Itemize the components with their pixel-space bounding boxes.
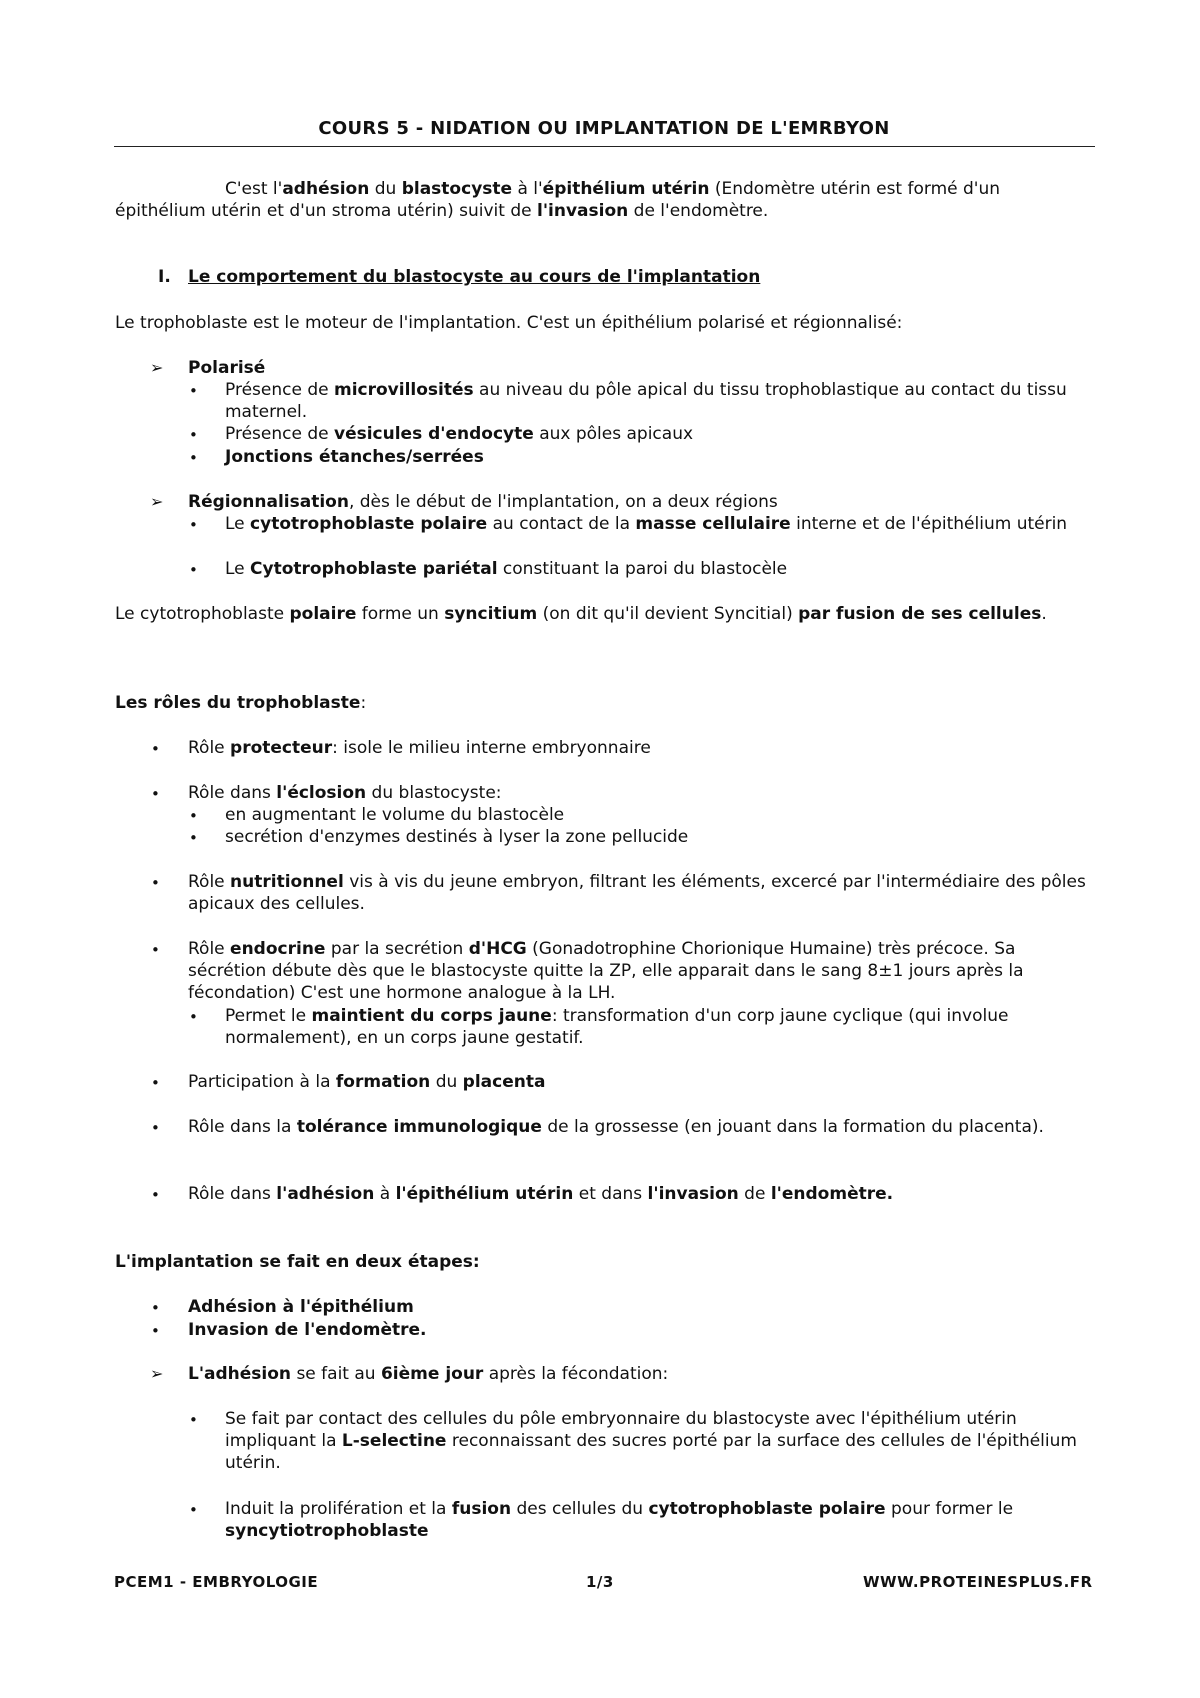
text: Participation à la bbox=[188, 1072, 336, 1092]
bold-text: nutritionnel bbox=[230, 872, 344, 892]
bold-text: l'endomètre. bbox=[770, 1184, 894, 1204]
list-item bbox=[225, 379, 1095, 423]
bold-text: tolérance immunologique bbox=[296, 1117, 542, 1137]
bullet-icon: • bbox=[151, 1186, 160, 1204]
text: , dès le début de l'implantation, on a deux régions bbox=[348, 492, 778, 512]
syncitium-paragraph bbox=[115, 603, 1095, 625]
bold-text: l'épithélium utérin bbox=[395, 1184, 574, 1204]
bullet-icon: • bbox=[151, 740, 160, 758]
text: de l'endomètre. bbox=[628, 201, 769, 221]
text: après la fécondation: bbox=[483, 1364, 669, 1384]
section-number: I. bbox=[158, 267, 171, 287]
text: Rôle bbox=[188, 939, 231, 959]
text: et dans bbox=[573, 1184, 648, 1204]
list-item bbox=[225, 513, 1095, 535]
role-item bbox=[188, 1183, 1098, 1205]
arrow-bullet-icon: ➢ bbox=[150, 1364, 164, 1383]
bold-text: masse cellulaire bbox=[635, 514, 791, 534]
regionnalisation-label bbox=[188, 491, 1098, 513]
bullet-icon: • bbox=[189, 1501, 198, 1519]
bullet-icon: • bbox=[151, 1074, 160, 1092]
text: (on dit qu'il devient Syncitial) bbox=[537, 604, 799, 624]
text: se fait au bbox=[291, 1364, 381, 1384]
bold-text: cytotrophoblaste polaire bbox=[648, 1499, 886, 1519]
bullet-icon: • bbox=[189, 426, 198, 444]
bullet-icon: • bbox=[189, 382, 198, 400]
text: (Gonadotrophine Chorionique Humaine) très précoce. Sa sécrétion débute dès que le blastocyste quitte la ZP, elle apparait dans le sang 8±1 jours après la fécondation) C'est une hormone analogue à la LH. bbox=[188, 939, 1024, 1003]
bold-text: L-selectine bbox=[341, 1431, 447, 1451]
bullet-icon: • bbox=[151, 1322, 160, 1340]
text: Présence de bbox=[225, 424, 334, 444]
bold-text: endocrine bbox=[230, 939, 326, 959]
roles-heading bbox=[115, 692, 1095, 714]
section-title: Le comportement du blastocyste au cours de l'implantation bbox=[188, 267, 761, 287]
text: de la grossesse (en jouant dans la formation du placenta). bbox=[541, 1117, 1044, 1137]
bullet-icon: • bbox=[189, 1008, 198, 1026]
text: forme un bbox=[356, 604, 445, 624]
list-item bbox=[225, 1408, 1095, 1474]
text: à bbox=[374, 1184, 396, 1204]
text: Présence de bbox=[225, 380, 334, 400]
adhesion-label bbox=[188, 1363, 1098, 1385]
bold-text: Régionnalisation bbox=[188, 492, 349, 512]
role-item bbox=[188, 782, 1098, 804]
text: Le cytotrophoblaste bbox=[115, 604, 290, 624]
text: Rôle bbox=[188, 738, 231, 758]
bullet-icon: • bbox=[189, 829, 198, 847]
list-item bbox=[225, 558, 1095, 580]
list-item: en augmentant le volume du blastocèle bbox=[225, 805, 565, 825]
text: vis à vis du jeune embryon, filtrant les éléments, excercé par l'intermédiaire des pôles apicaux des cellules. bbox=[188, 872, 1086, 914]
text: du blastocyste: bbox=[366, 783, 502, 803]
list-item bbox=[225, 1498, 1095, 1542]
text: du bbox=[369, 179, 402, 199]
bold-text: placenta bbox=[462, 1072, 546, 1092]
etape-item: Invasion de l'endomètre. bbox=[188, 1320, 427, 1340]
text: : isole le milieu interne embryonnaire bbox=[332, 738, 651, 758]
text: reconnaissant des sucres porté par la surface des cellules de l'épithélium utérin. bbox=[225, 1431, 1077, 1473]
text: à l' bbox=[512, 179, 543, 199]
text: Permet le bbox=[225, 1006, 312, 1026]
etapes-heading: L'implantation se fait en deux étapes: bbox=[115, 1252, 480, 1272]
bullet-icon: • bbox=[189, 516, 198, 534]
role-item bbox=[188, 737, 1098, 759]
bold-text: formation bbox=[335, 1072, 431, 1092]
bold-text: microvillosités bbox=[333, 380, 474, 400]
list-item bbox=[225, 1005, 1095, 1049]
text: par la secrétion bbox=[325, 939, 469, 959]
text: du bbox=[430, 1072, 463, 1092]
title-underline bbox=[114, 146, 1095, 147]
bullet-icon: • bbox=[151, 785, 160, 803]
bold-text: Les rôles du trophoblaste bbox=[115, 693, 361, 713]
trophoblaste-intro: Le trophoblaste est le moteur de l'implantation. C'est un épithélium polarisé et régionnalisé: bbox=[115, 313, 903, 333]
bold-text: vésicules d'endocyte bbox=[333, 424, 534, 444]
bold-text: l'adhésion bbox=[276, 1184, 375, 1204]
bold-text: maintient du corps jaune bbox=[311, 1006, 552, 1026]
bold-text: polaire bbox=[289, 604, 357, 624]
text: Le bbox=[225, 514, 251, 534]
text: interne et de l'épithélium utérin bbox=[790, 514, 1068, 534]
text: : transformation d'un corp jaune cyclique (qui involue normalement), en un corps jaune gestatif. bbox=[225, 1006, 1009, 1048]
page-number: 1/3 bbox=[586, 1573, 614, 1591]
text: constituant la paroi du blastocèle bbox=[497, 559, 788, 579]
bold-text: fusion bbox=[451, 1499, 512, 1519]
footer-course: PCEM1 - EMBRYOLOGIE bbox=[114, 1573, 319, 1591]
bold-text: d'HCG bbox=[468, 939, 527, 959]
footer-website: WWW.PROTEINESPLUS.FR bbox=[863, 1573, 1093, 1591]
text: au niveau du pôle apical du tissu trophoblastique au contact du tissu maternel. bbox=[225, 380, 1067, 422]
bold-text: l'invasion bbox=[537, 201, 629, 221]
bold-text: L'adhésion bbox=[188, 1364, 292, 1384]
role-item bbox=[188, 871, 1098, 915]
text: Rôle dans bbox=[188, 783, 277, 803]
bullet-icon: • bbox=[189, 1411, 198, 1429]
bold-text: adhésion bbox=[282, 179, 370, 199]
text: Rôle dans bbox=[188, 1184, 277, 1204]
text: C'est l' bbox=[225, 179, 283, 199]
list-item: Jonctions étanches/serrées bbox=[225, 447, 484, 467]
text: aux pôles apicaux bbox=[533, 424, 694, 444]
list-item: secrétion d'enzymes destinés à lyser la zone pellucide bbox=[225, 827, 689, 847]
text: . bbox=[1041, 604, 1047, 624]
text: Se fait par contact des cellules du pôle embryonnaire du blastocyste avec l'épithélium utérin impliquant la bbox=[225, 1409, 1017, 1451]
text: (Endomètre utérin est formé d'un épithélium utérin et d'un stroma utérin) suivit de bbox=[115, 179, 1001, 221]
bullet-icon: • bbox=[151, 874, 160, 892]
bold-text: l'éclosion bbox=[276, 783, 367, 803]
bold-text: l'invasion bbox=[647, 1184, 739, 1204]
bold-text: épithélium utérin bbox=[542, 179, 710, 199]
etape-item: Adhésion à l'épithélium bbox=[188, 1297, 414, 1317]
arrow-bullet-icon: ➢ bbox=[150, 358, 164, 377]
bold-text: par fusion de ses cellules bbox=[798, 604, 1042, 624]
text: Rôle dans la bbox=[188, 1117, 297, 1137]
role-item bbox=[188, 1116, 1098, 1138]
bold-text: syncytiotrophoblaste bbox=[225, 1521, 429, 1541]
bold-text: cytotrophoblaste polaire bbox=[250, 514, 488, 534]
text: de bbox=[738, 1184, 771, 1204]
bullet-icon: • bbox=[151, 1119, 160, 1137]
bullet-icon: • bbox=[189, 449, 198, 467]
text: au contact de la bbox=[487, 514, 636, 534]
arrow-bullet-icon: ➢ bbox=[150, 492, 164, 511]
text: pour former le bbox=[885, 1499, 1014, 1519]
role-item bbox=[188, 1071, 1098, 1093]
bold-text: 6ième jour bbox=[380, 1364, 484, 1384]
bold-text: Cytotrophoblaste pariétal bbox=[250, 559, 498, 579]
text: Induit la prolifération et la bbox=[225, 1499, 452, 1519]
text: des cellules du bbox=[511, 1499, 649, 1519]
role-item bbox=[188, 938, 1098, 1004]
bold-text: blastocyste bbox=[401, 179, 513, 199]
bullet-icon: • bbox=[151, 941, 160, 959]
bold-text: syncitium bbox=[444, 604, 538, 624]
text: Rôle bbox=[188, 872, 231, 892]
bullet-icon: • bbox=[189, 561, 198, 579]
bold-text: protecteur bbox=[230, 738, 333, 758]
intro-paragraph bbox=[115, 178, 1095, 222]
text: : bbox=[360, 693, 367, 713]
polarise-label: Polarisé bbox=[188, 358, 266, 378]
bullet-icon: • bbox=[151, 1299, 160, 1317]
text: Le bbox=[225, 559, 251, 579]
page-title: COURS 5 - NIDATION OU IMPLANTATION DE L'EMRBYON bbox=[318, 118, 890, 139]
list-item bbox=[225, 423, 1095, 445]
bullet-icon: • bbox=[189, 807, 198, 825]
